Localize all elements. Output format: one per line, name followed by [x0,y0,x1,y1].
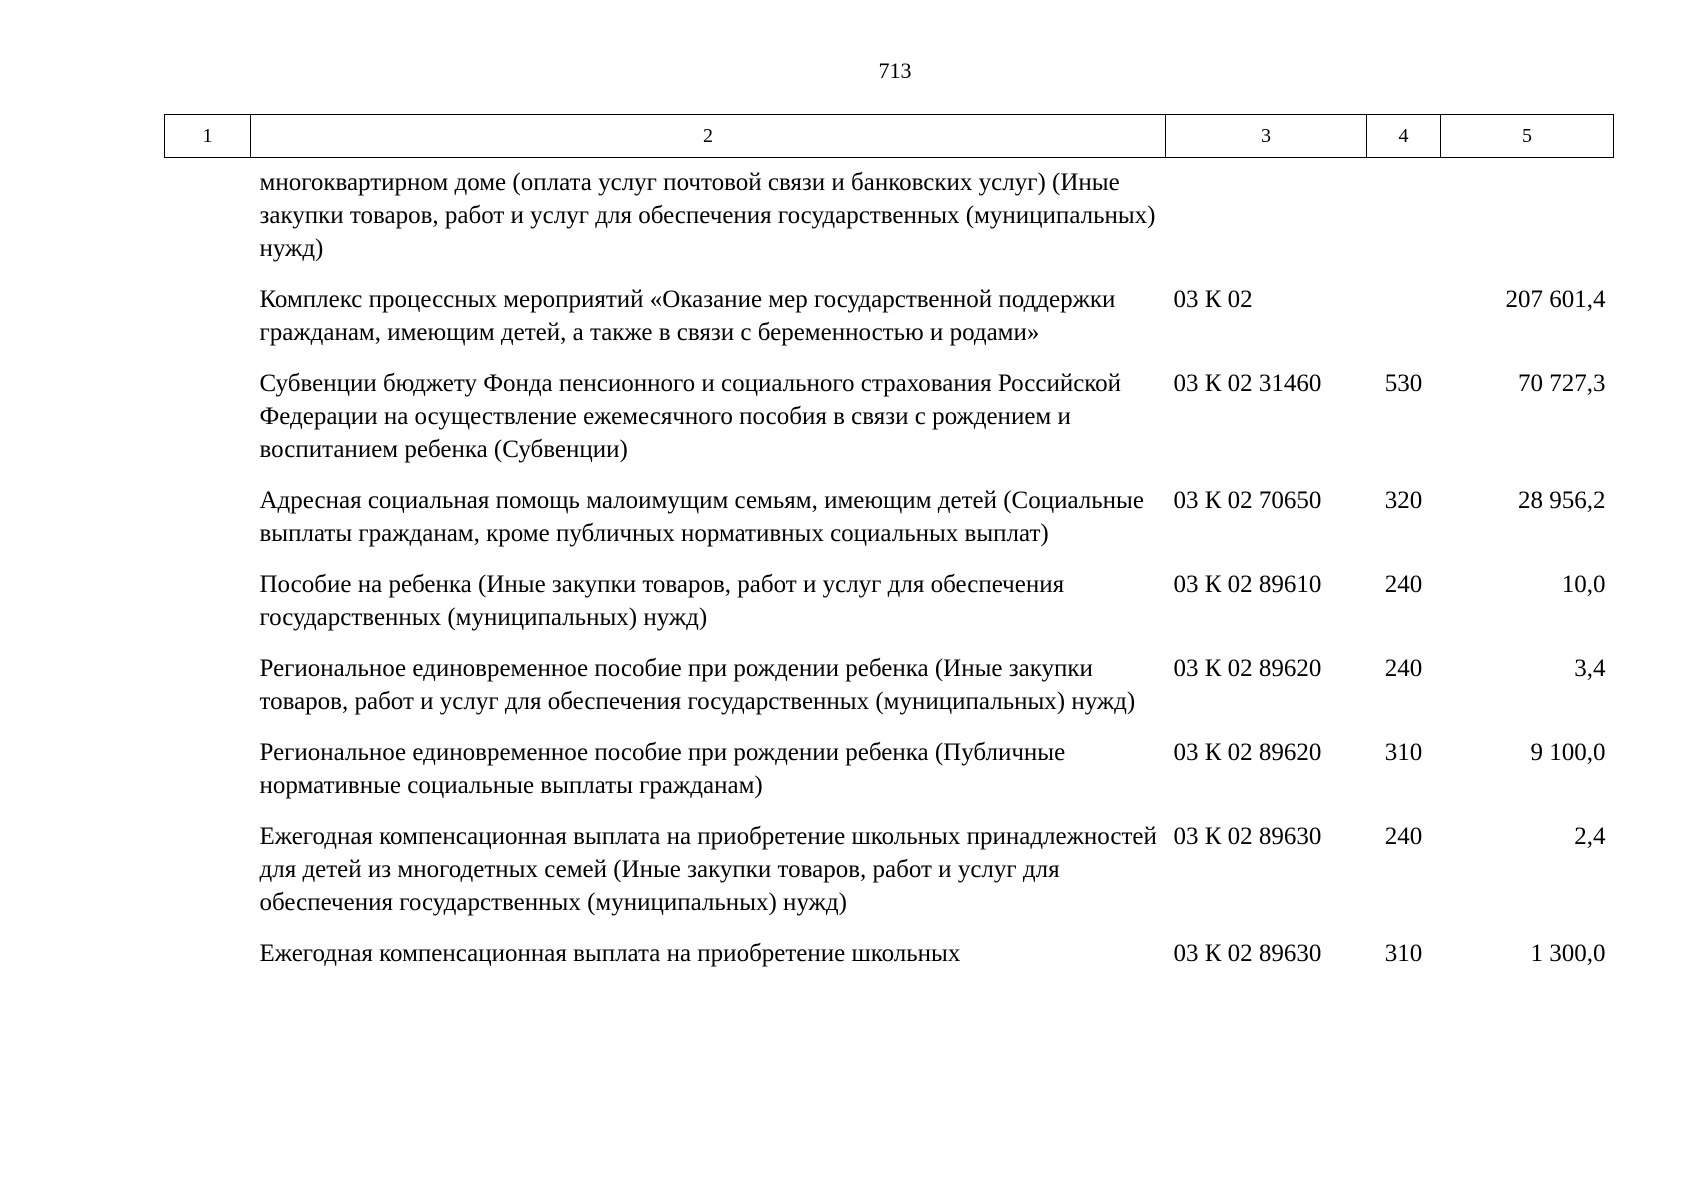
row-expense-type [1367,158,1441,275]
row-expense-type: 240 [1384,655,1423,682]
table-row [165,559,1614,643]
row-description: Субвенции бюджету Фонда пенсионного и социального страхования Российской Федерации на осуществление ежемесячного пособия в связи с рождением и воспитанием ребенка (Субвенции) [259,370,1122,463]
row-amount: 2,4 [1574,823,1606,850]
row-number-cell [165,928,251,970]
row-description: Региональное единовременное пособие при рождении ребенка (Публичные нормативные социальные выплаты гражданам) [259,739,1066,799]
row-target-code: 03 К 02 89620 [1173,655,1322,682]
row-number-cell [165,274,251,358]
table-row [165,928,1614,970]
column-header-2: 2 [251,115,1166,158]
row-amount [1441,158,1614,275]
row-target-code: 03 К 02 89620 [1173,739,1322,766]
table-row [165,158,1614,275]
row-target-code: 03 К 02 89630 [1173,823,1322,850]
row-expense-type: 310 [1384,739,1423,766]
row-expense-type: 530 [1384,370,1423,397]
row-target-code: 03 К 02 31460 [1173,370,1322,397]
row-amount: 9 100,0 [1530,739,1606,766]
row-amount: 3,4 [1574,655,1606,682]
table-row [165,811,1614,928]
row-number-cell [165,475,251,559]
table-row [165,727,1614,811]
row-number-cell [165,158,251,275]
row-expense-type: 320 [1384,487,1423,514]
row-description: Ежегодная компенсационная выплата на приобретение школьных принадлежностей для детей из многодетных семей (Иные закупки товаров, работ и услуг для обеспечения государственных (муниципальных) нужд) [259,823,1157,916]
page-number: 713 [878,58,912,83]
row-number-cell [165,643,251,727]
row-description: Адресная социальная помощь малоимущим семьям, имеющим детей (Социальные выплаты гражданам, кроме публичных нормативных социальных выплат) [259,487,1144,547]
table-header-row [165,115,1614,158]
row-target-code: 03 К 02 [1173,286,1253,313]
row-target-code: 03 К 02 70650 [1173,487,1322,514]
row-amount: 70 727,3 [1518,370,1606,397]
row-description: Региональное единовременное пособие при рождении ребенка (Иные закупки товаров, работ и услуг для обеспечения государственных (муниципальных) нужд) [259,655,1136,715]
row-number-cell [165,358,251,475]
row-amount: 1 300,0 [1530,940,1606,967]
row-number-cell [165,559,251,643]
column-header-3: 3 [1166,115,1367,158]
row-number-cell [165,811,251,928]
row-target-code: 03 К 02 89630 [1173,940,1322,967]
row-expense-type: 310 [1384,940,1423,967]
row-amount: 28 956,2 [1518,487,1606,514]
table-row [165,643,1614,727]
budget-table [164,114,1614,970]
row-expense-type: 240 [1384,571,1423,598]
row-description: Пособие на ребенка (Иные закупки товаров, работ и услуг для обеспечения государственных (муниципальных) нужд) [259,571,1065,631]
column-header-1: 1 [165,115,251,158]
row-description: многоквартирном доме (оплата услуг почтовой связи и банковских услуг) (Иные закупки товаров, работ и услуг для обеспечения государственных (муниципальных) нужд) [259,169,1156,262]
row-number-cell [165,727,251,811]
row-expense-type [1367,274,1441,358]
row-description: Комплекс процессных мероприятий «Оказание мер государственной поддержки гражданам, имеющим детей, а также в связи с беременностью и родами» [259,286,1116,346]
row-expense-type: 240 [1384,823,1423,850]
table-row [165,274,1614,358]
row-description: Ежегодная компенсационная выплата на приобретение школьных [259,940,961,967]
column-header-5: 5 [1441,115,1614,158]
row-target-code: 03 К 02 89610 [1173,571,1322,598]
table-row [165,475,1614,559]
row-amount: 10,0 [1561,571,1606,598]
row-amount: 207 601,4 [1505,286,1606,313]
row-target-code [1166,158,1367,275]
column-header-4: 4 [1367,115,1441,158]
table-row [165,358,1614,475]
